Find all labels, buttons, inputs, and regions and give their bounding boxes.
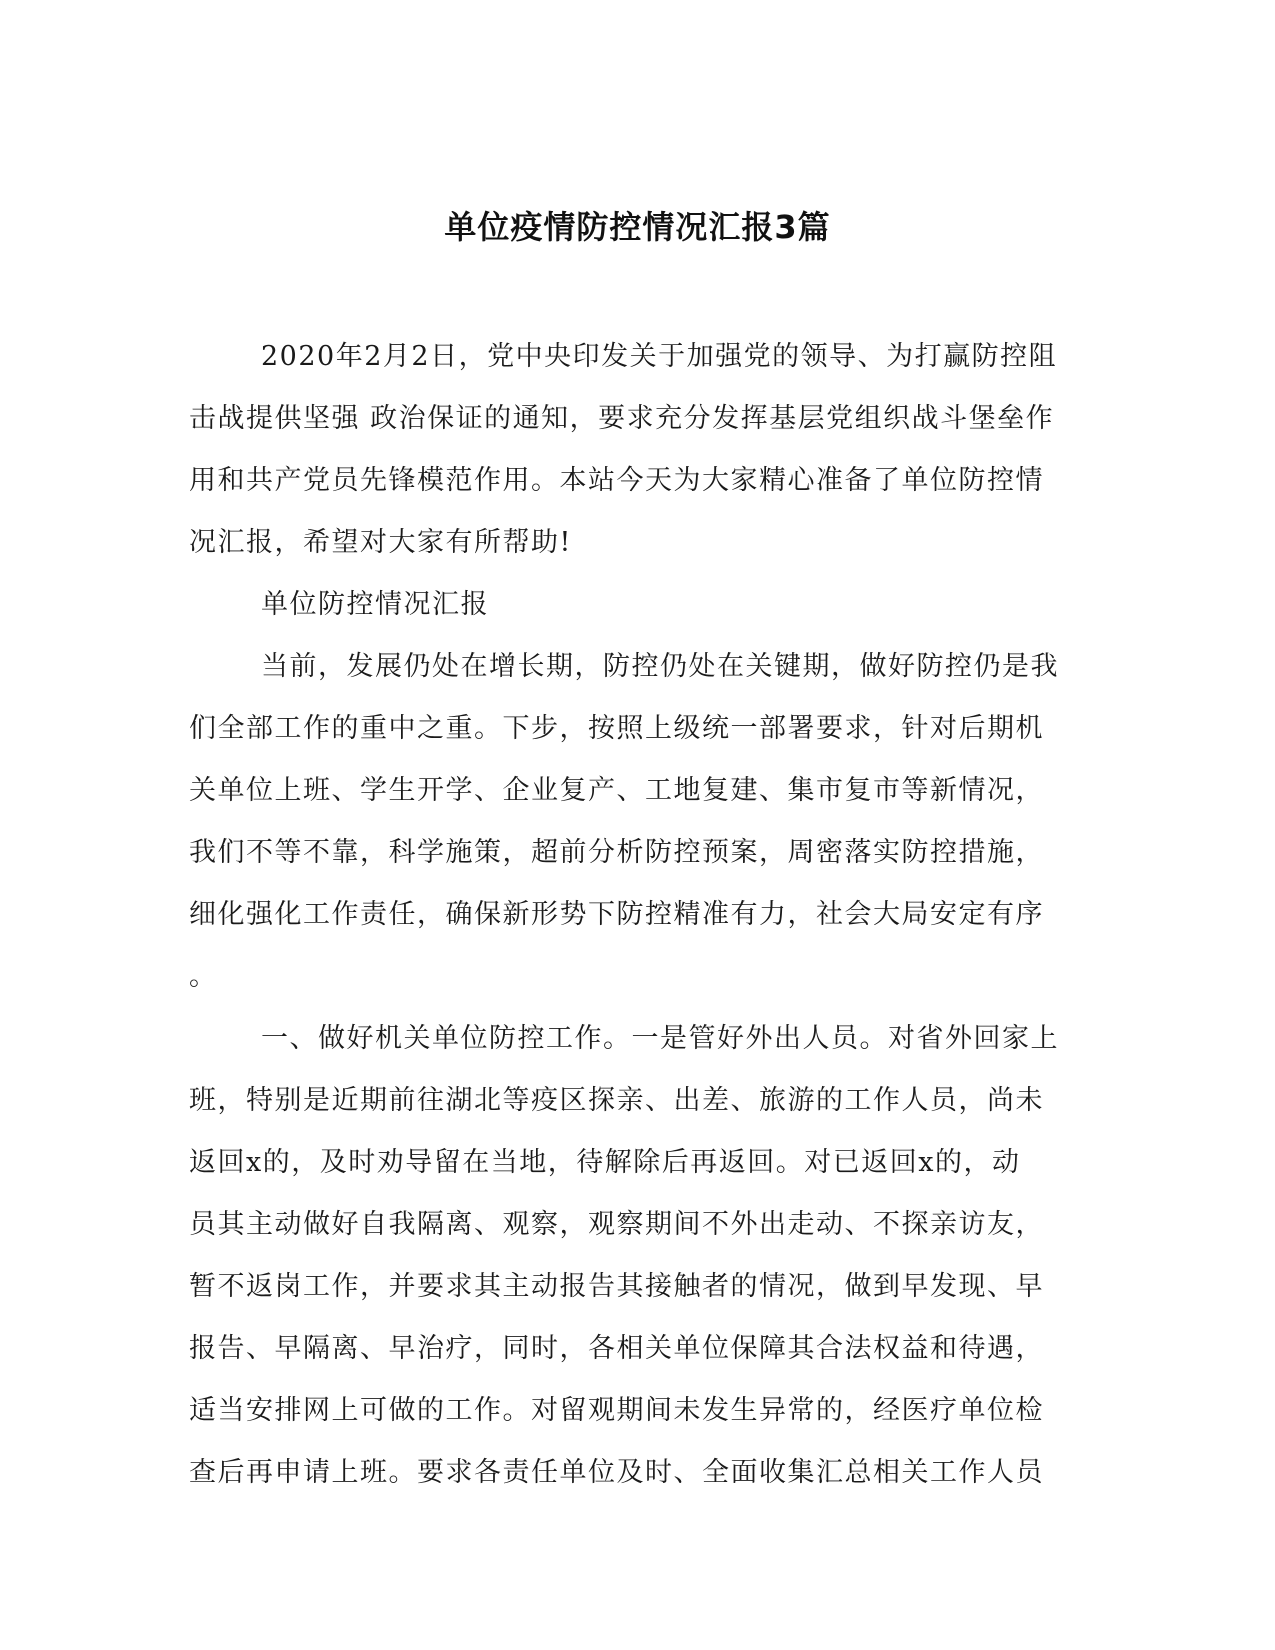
text-line: 当前，发展仍处在增长期，防控仍处在关键期，做好防控仍是我 [261, 651, 1059, 682]
text-line: 。 [189, 961, 218, 992]
text-line: 适当安排网上可做的工作。对留观期间未发生异常的，经医疗单位检 [189, 1395, 1044, 1426]
text-line: 用和共产党员先锋模范作用。本站今天为大家精心准备了单位防控情 [189, 465, 1044, 496]
document-body [189, 326, 1089, 1504]
text-line: 单位防控情况汇报 [261, 589, 489, 620]
text-line: 报告、早隔离、早治疗，同时，各相关单位保障其合法权益和待遇， [189, 1333, 1044, 1364]
text-line: 关单位上班、学生开学、企业复产、工地复建、集市复市等新情况， [189, 775, 1044, 806]
text-line: 员其主动做好自我隔离、观察，观察期间不外出走动、不探亲访友， [189, 1209, 1044, 1240]
document-title: 单位疫情防控情况汇报3篇 [444, 208, 831, 246]
text-line: 我们不等不靠，科学施策，超前分析防控预案，周密落实防控措施， [189, 837, 1044, 868]
text-line: 击战提供坚强 政治保证的通知，要求充分发挥基层党组织战斗堡垒作 [189, 403, 1055, 434]
text-line: 班，特别是近期前往湖北等疫区探亲、出差、旅游的工作人员，尚未 [189, 1085, 1044, 1116]
text-line: 暂不返岗工作，并要求其主动报告其接触者的情况，做到早发现、早 [189, 1271, 1044, 1302]
text-line: 查后再申请上班。要求各责任单位及时、全面收集汇总相关工作人员 [189, 1457, 1044, 1488]
text-line: 细化强化工作责任，确保新形势下防控精准有力，社会大局安定有序 [189, 899, 1044, 930]
text-line: 2020年2月2日，党中央印发关于加强党的领导、为打赢防控阻 [261, 341, 1058, 372]
text-line: 一、做好机关单位防控工作。一是管好外出人员。对省外回家上 [261, 1023, 1059, 1054]
text-line: 返回x的，及时劝导留在当地，待解除后再返回。对已返回x的，动 [189, 1147, 1021, 1178]
text-line: 们全部工作的重中之重。下步，按照上级统一部署要求，针对后期机 [189, 713, 1044, 744]
text-line: 况汇报，希望对大家有所帮助! [189, 527, 572, 558]
